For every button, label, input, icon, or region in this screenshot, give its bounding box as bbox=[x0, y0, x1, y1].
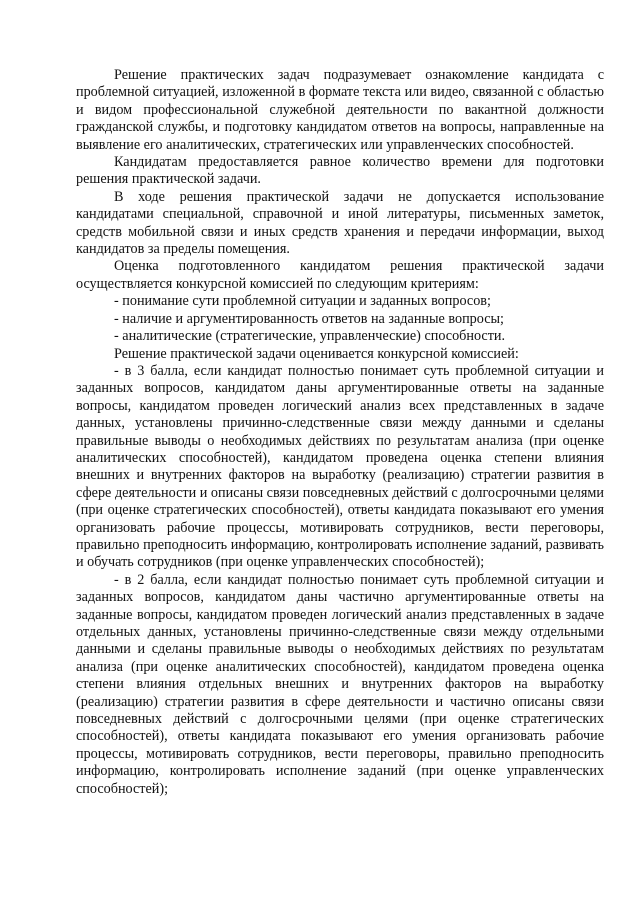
paragraph-restrictions: В ходе решения практической задачи не допускается использование кандидатами специальной, справочной и иной литературы, письменных заметок, средств мобильной связи и иных средств хранения и передачи информации, выход кандидатов за пределы помещения. bbox=[76, 188, 604, 258]
paragraph-intro: Решение практических задач подразумевает ознакомление кандидата с проблемной ситуацией, изложенной в формате текста или видео, связанной с областью и видом профессиональной служебной деятельности по вакантной должности гражданской службы, и подготовку кандидатом ответов на вопросы, направленные на выявление его аналитических, стратегических или управленческих способностей. bbox=[76, 67, 604, 153]
paragraph-scoring-intro: Решение практической задачи оценивается конкурсной комиссией: bbox=[114, 345, 519, 362]
criteria-item-understanding: - понимание сути проблемной ситуации и заданных вопросов; bbox=[114, 293, 491, 310]
criteria-item-abilities: - аналитические (стратегические, управленческие) способности. bbox=[114, 328, 506, 345]
scoring-item-2-points: - в 2 балла, если кандидат полностью понимает суть проблемной ситуации и заданных вопросов, кандидатом даны частично аргументированные ответы на заданные вопросы, кандидатом проведен логический анализ представленных в задаче отдельных данных, установлены причинно-следственные связи между отдельными данными и сделаны правильные выводы о необходимых действиях по результатам анализа (при оценке аналитических способностей), кандидатом проведена оценка степени влияния отдельных внешних и внутренних факторов на выработку (реализацию) стратегии развития в сфере деятельности и частично описаны связи повседневных действий с долгосрочными целями (при оценке стратегических способностей), ответы кандидата показывают его умения организовать рабочие процессы, мотивировать сотрудников, вести переговоры, правильно преподносить информацию, контролировать исполнение заданий (при оценке управленческих способностей); bbox=[76, 571, 604, 797]
document-page bbox=[76, 67, 604, 798]
criteria-item-arguments: - наличие и аргументированность ответов на заданные вопросы; bbox=[114, 310, 504, 327]
paragraph-criteria-intro: Оценка подготовленного кандидатом решения практической задачи осуществляется конкурсной комиссией по следующим критериям: bbox=[76, 258, 604, 292]
scoring-item-3-points: - в 3 балла, если кандидат полностью понимает суть проблемной ситуации и заданных вопросов, кандидатом даны аргументированные ответы на заданные вопросы, кандидатом проведен логический анализ всех представленных в задаче данных, установлены причинно-следственные связи между данными и сделаны правильные выводы о необходимых действиях по результатам анализа (при оценке аналитических способностей), кандидатом проведена оценка степени влияния внешних и внутренних факторов на выработку (реализацию) стратегии развития в сфере деятельности и описаны связи повседневных действий с долгосрочными целями (при оценке стратегических способностей), ответы кандидата показывают его умения организовать рабочие процессы, мотивировать сотрудников, вести переговоры, правильно преподносить информацию, контролировать исполнение заданий, развивать и обучать сотрудников (при оценке управленческих способностей); bbox=[76, 362, 604, 571]
paragraph-time: Кандидатам предоставляется равное количество времени для подготовки решения практической задачи. bbox=[76, 154, 604, 188]
